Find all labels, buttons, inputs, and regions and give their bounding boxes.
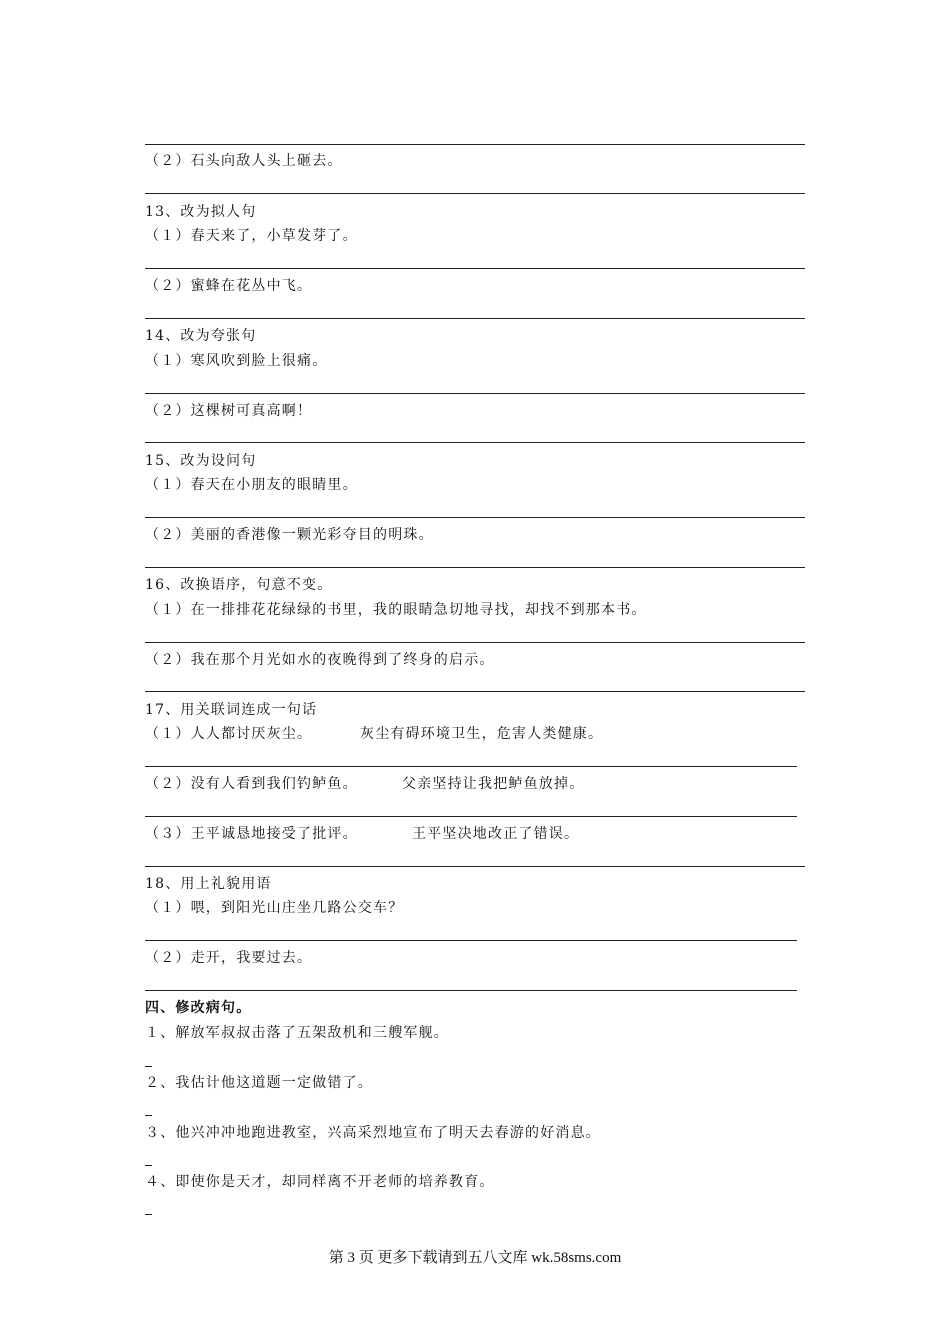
answer-line [145, 193, 805, 194]
answer-line [145, 442, 805, 443]
answer-line [145, 144, 805, 145]
answer-line [145, 567, 805, 568]
answer-line [145, 393, 805, 394]
answer-line [145, 816, 797, 817]
answer-line [145, 268, 805, 269]
question-14: 14、改为夸张句 [145, 328, 257, 344]
question-15: 15、改为设问句 [145, 453, 257, 469]
question-16: 16、改换语序，句意不变。 [145, 577, 333, 593]
question-17: 17、用关联词连成一句话 [145, 702, 318, 718]
answer-line [145, 1165, 152, 1166]
faulty-sentence-2: ２、我估计他这道题一定做错了。 [145, 1075, 373, 1091]
answer-line [145, 866, 805, 867]
question-13: 13、改为拟人句 [145, 204, 257, 220]
sentence-17-3a: （３）王平诚恳地接受了批评。 [145, 826, 358, 842]
sentence-17-1b: 灰尘有碍环境卫生，危害人类健康。 [360, 726, 604, 742]
sentence-16-2: （２）我在那个月光如水的夜晚得到了终身的启示。 [145, 652, 495, 668]
sentence-14-1: （１）寒风吹到脸上很痛。 [145, 353, 328, 369]
sentence-18-1: （１）喂，到阳光山庄坐几路公交车？ [145, 900, 404, 916]
sentence-17-3b: 王平坚决地改正了错误。 [412, 826, 580, 842]
answer-line [145, 691, 805, 692]
faulty-sentence-3: ３、他兴冲冲地跑进教室，兴高采烈地宣布了明天去春游的好消息。 [145, 1125, 601, 1141]
sentence-15-2: （２）美丽的香港像一颗光彩夺目的明珠。 [145, 527, 434, 543]
question-18: 18、用上礼貌用语 [145, 876, 272, 892]
sentence-17-2a: （２）没有人看到我们钓鲈鱼。 [145, 776, 358, 792]
sentence-14-2: （２）这棵树可真高啊！ [145, 403, 313, 419]
sentence-17-1a: （１）人人都讨厌灰尘。 [145, 726, 313, 742]
sentence-18-2: （２）走开，我要过去。 [145, 950, 313, 966]
answer-line [145, 1214, 152, 1215]
sentence-17-2b: 父亲坚持让我把鲈鱼放掉。 [402, 776, 585, 792]
answer-line [145, 766, 797, 767]
sentence-12-2: （２）石头向敌人头上砸去。 [145, 153, 343, 169]
faulty-sentence-1: １、解放军叔叔击落了五架敌机和三艘军舰。 [145, 1025, 449, 1041]
answer-line [145, 642, 805, 643]
faulty-sentence-4: ４、即使你是天才，却同样离不开老师的培养教育。 [145, 1174, 495, 1190]
answer-line [145, 517, 805, 518]
answer-line [145, 940, 797, 941]
sentence-13-1: （１）春天来了，小草发芽了。 [145, 228, 358, 244]
sentence-13-2: （２）蜜蜂在花丛中飞。 [145, 278, 313, 294]
answer-line [145, 318, 805, 319]
page-footer: 第 3 页 更多下载请到五八文库 wk.58sms.com [328, 1250, 622, 1266]
sentence-16-1: （１）在一排排花花绿绿的书里，我的眼睛急切地寻找，却找不到那本书。 [145, 602, 647, 618]
answer-line [145, 1066, 152, 1067]
answer-line [145, 990, 797, 991]
answer-line [145, 1115, 152, 1116]
section-4-title: 四、修改病句。 [145, 1000, 252, 1016]
sentence-15-1: （１）春天在小朋友的眼睛里。 [145, 477, 358, 493]
